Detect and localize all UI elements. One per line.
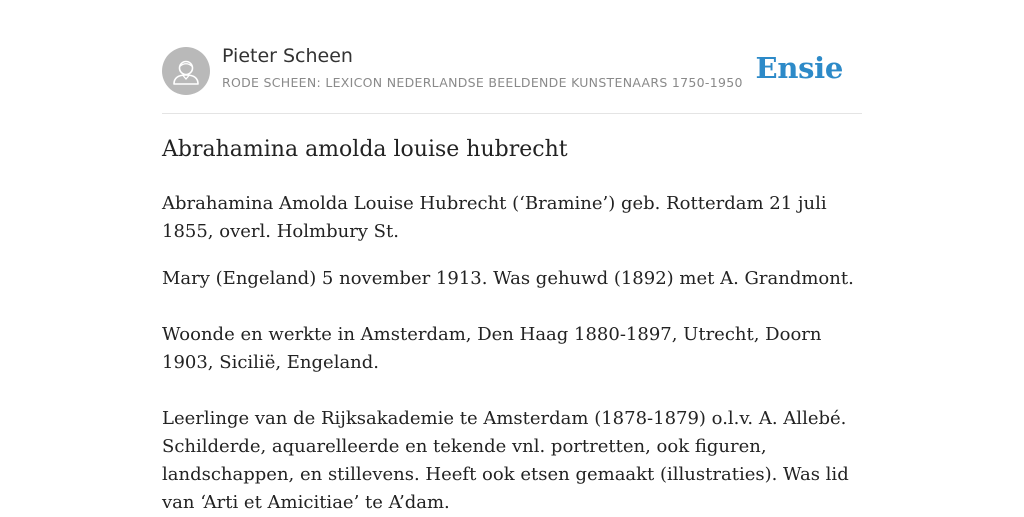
user-icon bbox=[162, 47, 210, 95]
author-header bbox=[162, 0, 862, 114]
page-container bbox=[162, 0, 862, 513]
paragraph: Mary (Engeland) 5 november 1913. Was gehuwd (1892) met A. Grandmont. bbox=[162, 268, 854, 289]
page-title: Abrahamina amolda louise hubrecht bbox=[162, 137, 568, 162]
paragraph: Abrahamina Amolda Louise Hubrecht (‘Bramine’) geb. Rotterdam 21 juli 1855, overl. Holmbury St. bbox=[162, 193, 827, 242]
brand-logo[interactable]: Ensie bbox=[755, 51, 843, 85]
avatar[interactable] bbox=[162, 47, 210, 95]
source-title[interactable]: RODE SCHEEN: LEXICON NEDERLANDSE BEELDENDE KUNSTENAARS 1750-1950 bbox=[222, 75, 743, 90]
author-name[interactable]: Pieter Scheen bbox=[222, 45, 353, 67]
paragraph: Leerlinge van de Rijksakademie te Amsterdam (1878-1879) o.l.v. A. Allebé. Schilderde, aquarelleerde en tekende vnl. portretten, ook figuren, landschappen, en stillevens. Heeft ook etsen gemaakt (illustraties). Was lid van ‘Arti et Amicitiae’ te A’dam. bbox=[162, 408, 849, 513]
paragraph: Woonde en werkte in Amsterdam, Den Haag 1880-1897, Utrecht, Doorn 1903, Sicilië, Engeland. bbox=[162, 324, 822, 373]
